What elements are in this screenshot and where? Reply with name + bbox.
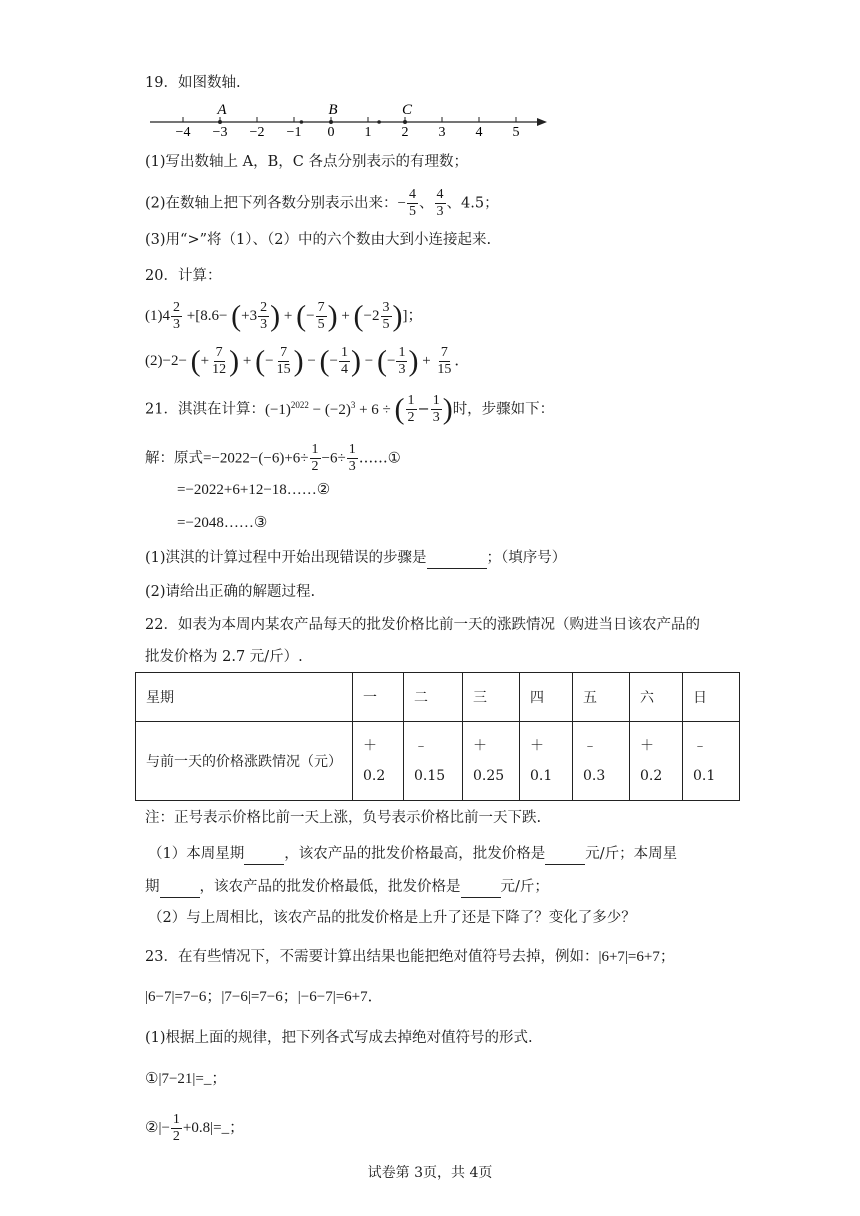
q21-title: 21．淇淇在计算：$(-1)^{2022} - (-2)^3 + 6$ ÷ ( $\frac{1}{2}$ − $\frac{1}{3}$ )时，步骤如下： [145,392,555,426]
q23-line1: 23．在有些情况下，不需要计算出结果也能把绝对值符号去掉，例如：|6+7|=6+7； [145,949,675,965]
number-line [145,100,565,140]
q21-p1: (1)淇淇的计算过程中开始出现错误的步骤是 ；（填序号） [145,548,566,569]
q20-title: 20．计算： [145,268,222,284]
q22-s2: （2）与上周相比，该农产品的批发价格是上升了还是下降了？变化了多少？ [148,910,636,926]
point-c [403,120,407,124]
table-header-cell: 五 [573,673,630,722]
axis-tick-label: 5 [512,125,520,140]
q22-line1: 22．如表为本周内某农产品每天的批发价格比前一天的涨跌情况（购进当日该农产品的 [145,617,700,633]
q22-s1-line2: 期 ，该农产品的批发价格最低，批发价格是 元/斤； [145,877,549,898]
page-footer: 试卷第 3页，共 4页 [367,1165,493,1181]
axis-tick-label: −4 [175,125,191,140]
table-header-cell: 六 [630,673,683,722]
table-header-cell: 四 [520,673,573,722]
table-header-cell: 一 [353,673,404,722]
point-a [218,120,222,124]
q19-p1: (1)写出数轴上 A，B，C 各点分别表示的有理数； [145,154,468,170]
q23-item2: ②|− $\frac{1}{2}$ +0.8|=_； [145,1112,245,1144]
table-cell: ＋ 0.2 [353,722,404,801]
q21-step3: =−2048……③ [177,515,268,531]
q22-s1-line1: （1）本周星期 ，该农产品的批发价格最高，批发价格是 元/斤；本周星 [148,844,677,865]
arrow-icon [537,118,547,126]
axis-tick-label: −1 [286,125,302,140]
q20-expr2: (2)−2− (+ $\frac{7}{12}$ ) + (− $\frac{7}{15}$ ) − (− $\frac{1}{4}$ ) − (− $\frac{1}{3}$ ) + $\frac{7}{15}$ ． [145,344,470,378]
axis-tick-label: −2 [249,125,265,140]
table-row-label: 与前一天的价格涨跌情况（元） [136,722,353,801]
q22-line2: 批发价格为 2.7 元/斤）. [145,649,303,665]
q23-examples: |6−7|=7−6；|7−6|=7−6；|−6−7|=6+7． [145,989,383,1005]
price-change-table [135,672,740,801]
axis-tick-label: 3 [438,125,446,140]
q19-p2: (2)在数轴上把下列各数分别表示出来：− $\frac{4}{5}$ 、 $\frac{4}{3}$ 、4.5； [145,187,499,219]
axis-tick-label: 2 [401,125,409,140]
q19-p3: (3)用“>”将（1）、（2）中的六个数由大到小连接起来. [145,232,492,248]
table-header-cell: 三 [463,673,520,722]
axis-tick-label: 0 [327,125,335,140]
table-header-cell: 二 [404,673,463,722]
table-cell: ﹣0.15 [404,722,463,801]
point-label: C [401,102,413,118]
axis-tick-label: 4 [475,125,483,140]
point-label: B [328,102,338,118]
answer-blank[interactable] [427,548,487,569]
table-header-cell: 日 [683,673,740,722]
point-b [329,120,333,124]
answer-blank[interactable] [160,877,200,898]
answer-blank[interactable] [545,844,585,865]
answer-blank[interactable] [461,877,501,898]
axis-tick-label: −3 [212,125,228,140]
point-label: A [217,102,227,118]
q21-step1: 解：原式=−2022−(−6)+6÷ $\frac{1}{2}$ −6÷ $\frac{1}{3}$ ……① [145,442,401,474]
axis-tick-label: 1 [364,125,372,140]
table-cell: ＋ 0.1 [520,722,573,801]
table-cell: ＋ 0.2 [630,722,683,801]
q21-p2: (2)请给出正确的解题过程. [145,584,316,600]
q19-title: 19．如图数轴. [145,75,241,91]
unlabeled-point [377,120,381,124]
answer-blank[interactable] [244,844,284,865]
table-cell: ＋ 0.25 [463,722,520,801]
q23-p1: (1)根据上面的规律，把下列各式写成去掉绝对值符号的形式. [145,1030,533,1046]
q21-step2: =−2022+6+12−18……② [177,482,331,498]
table-cell: ﹣0.1 [683,722,740,801]
table-cell: ﹣0.3 [573,722,630,801]
q22-note: 注：正号表示价格比前一天上涨，负号表示价格比前一天下跌. [145,810,542,826]
q20-expr1: (1)4 $\frac{2}{3}$ +[8.6− (+3 $\frac{2}{3}$ ) + (− $\frac{7}{5}$ ) + (−2 $\frac{3}{5}$ )]； [145,299,423,333]
table-header-cell: 星期 [136,673,353,722]
unlabeled-point [300,120,304,124]
q23-item1: ①|7−21|=_； [145,1071,227,1087]
